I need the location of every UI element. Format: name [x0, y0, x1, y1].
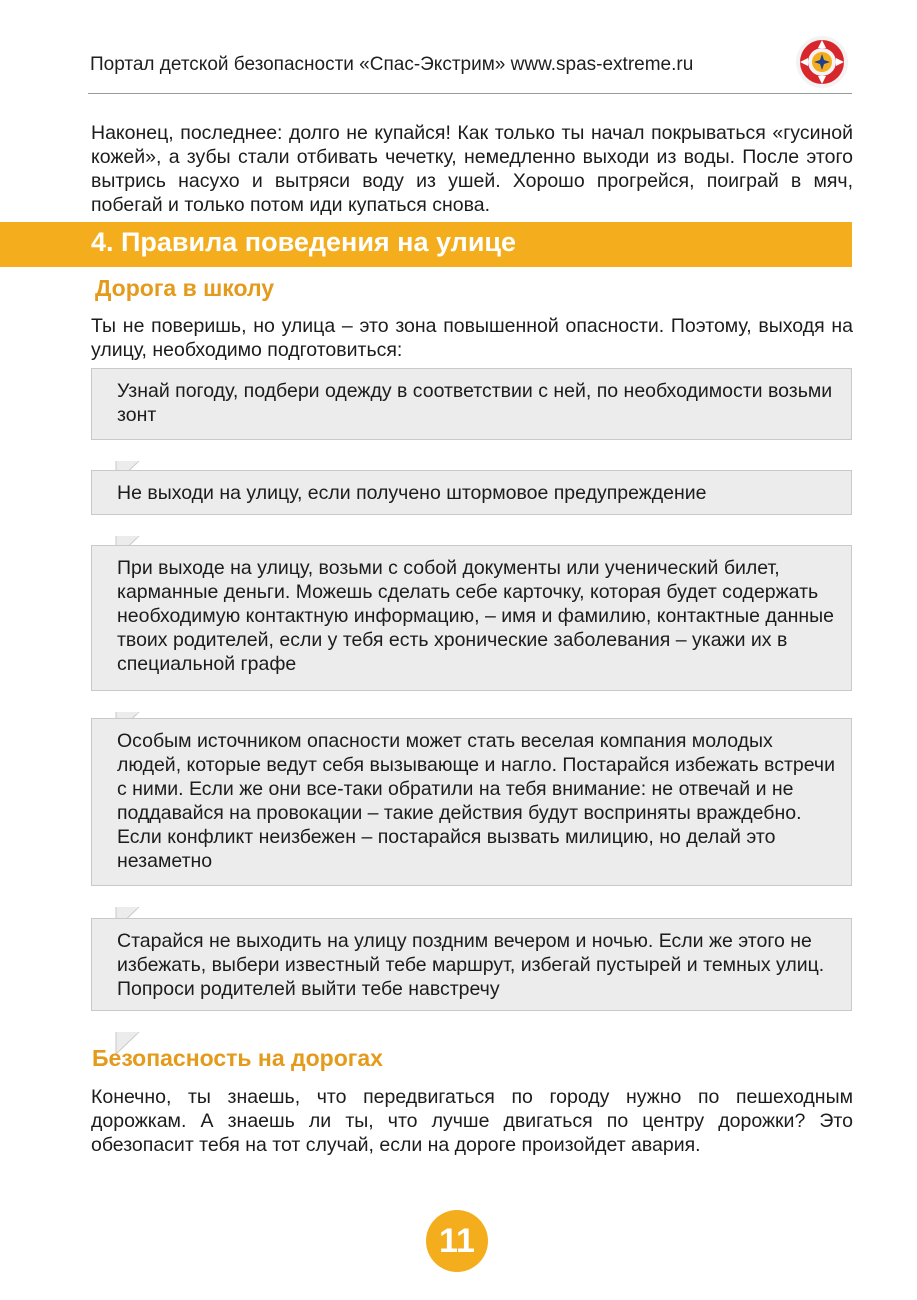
tip-text: Не выходи на улицу, если получено штормовое предупреждение: [117, 482, 707, 504]
intro-paragraph: Наконец, последнее: долго не купайся! Как только ты начал покрываться «гусиной кожей», а зубы стали отбивать чечетку, немедленно выходи из воды. После этого вытрись насухо и вытряси воду из ушей. Хорошо прогрейся, поиграй в мяч, побегай и только потом иди купаться снова.: [91, 122, 853, 216]
subheading-road-safety: Безопасность на дорогах: [92, 1045, 383, 1071]
page-header-title: Портал детской безопасности «Спас-Экстрим» www.spas-extreme.ru: [90, 54, 694, 75]
school-road-paragraph: Ты не поверишь, но улица – это зона повышенной опасности. Поэтому, выходя на улицу, необходимо подготовиться:: [91, 315, 853, 361]
tip-callout: [91, 918, 852, 1011]
header-divider: [88, 93, 852, 94]
tip-callout: [91, 545, 852, 691]
section-banner: [0, 222, 852, 267]
section-title: 4. Правила поведения на улице: [91, 227, 517, 257]
tip-callout: [91, 368, 852, 440]
rescue-emblem-icon: [795, 35, 849, 89]
tip-text: Особым источником опасности может стать веселая компания молодых людей, которые ведут себя вызывающе и нагло. Постарайся избежать встречи с ними. Если же они все-таки обратили на тебя внимание: не отвечай и не поддавайся на провокации – такие действия будут восприняты враждебно. Если конфликт неизбежен – постарайся вызвать милицию, но делай это незаметно: [117, 730, 835, 872]
road-safety-paragraph: Конечно, ты знаешь, что передвигаться по городу нужно по пешеходным дорожкам. А знаешь ли ты, что лучше двигаться по центру дорожки? Это обезопасит тебя на тот случай, если на дороге произойдет авария.: [91, 1086, 853, 1156]
tip-text: Узнай погоду, подбери одежду в соответствии с ней, по необходимости возьми зонт: [117, 380, 833, 426]
tip-callout: [91, 718, 852, 886]
tip-text: При выходе на улицу, возьми с собой документы или ученический билет, карманные деньги. Можешь сделать себе карточку, которая будет содержать необходимую контактную информацию, – имя и фамилию, контактные данные твоих родителей, если у тебя есть хронические заболевания – укажи их в специальной графе: [117, 557, 834, 675]
tip-text: Старайся не выходить на улицу поздним вечером и ночью. Если же этого не избежать, выбери известный тебе маршрут, избегай пустырей и темных улиц. Попроси родителей выйти тебе навстречу: [117, 930, 825, 1000]
page-number: 11: [426, 1210, 488, 1272]
subheading-school-road: Дорога в школу: [95, 275, 275, 301]
tip-callout: [91, 470, 852, 515]
